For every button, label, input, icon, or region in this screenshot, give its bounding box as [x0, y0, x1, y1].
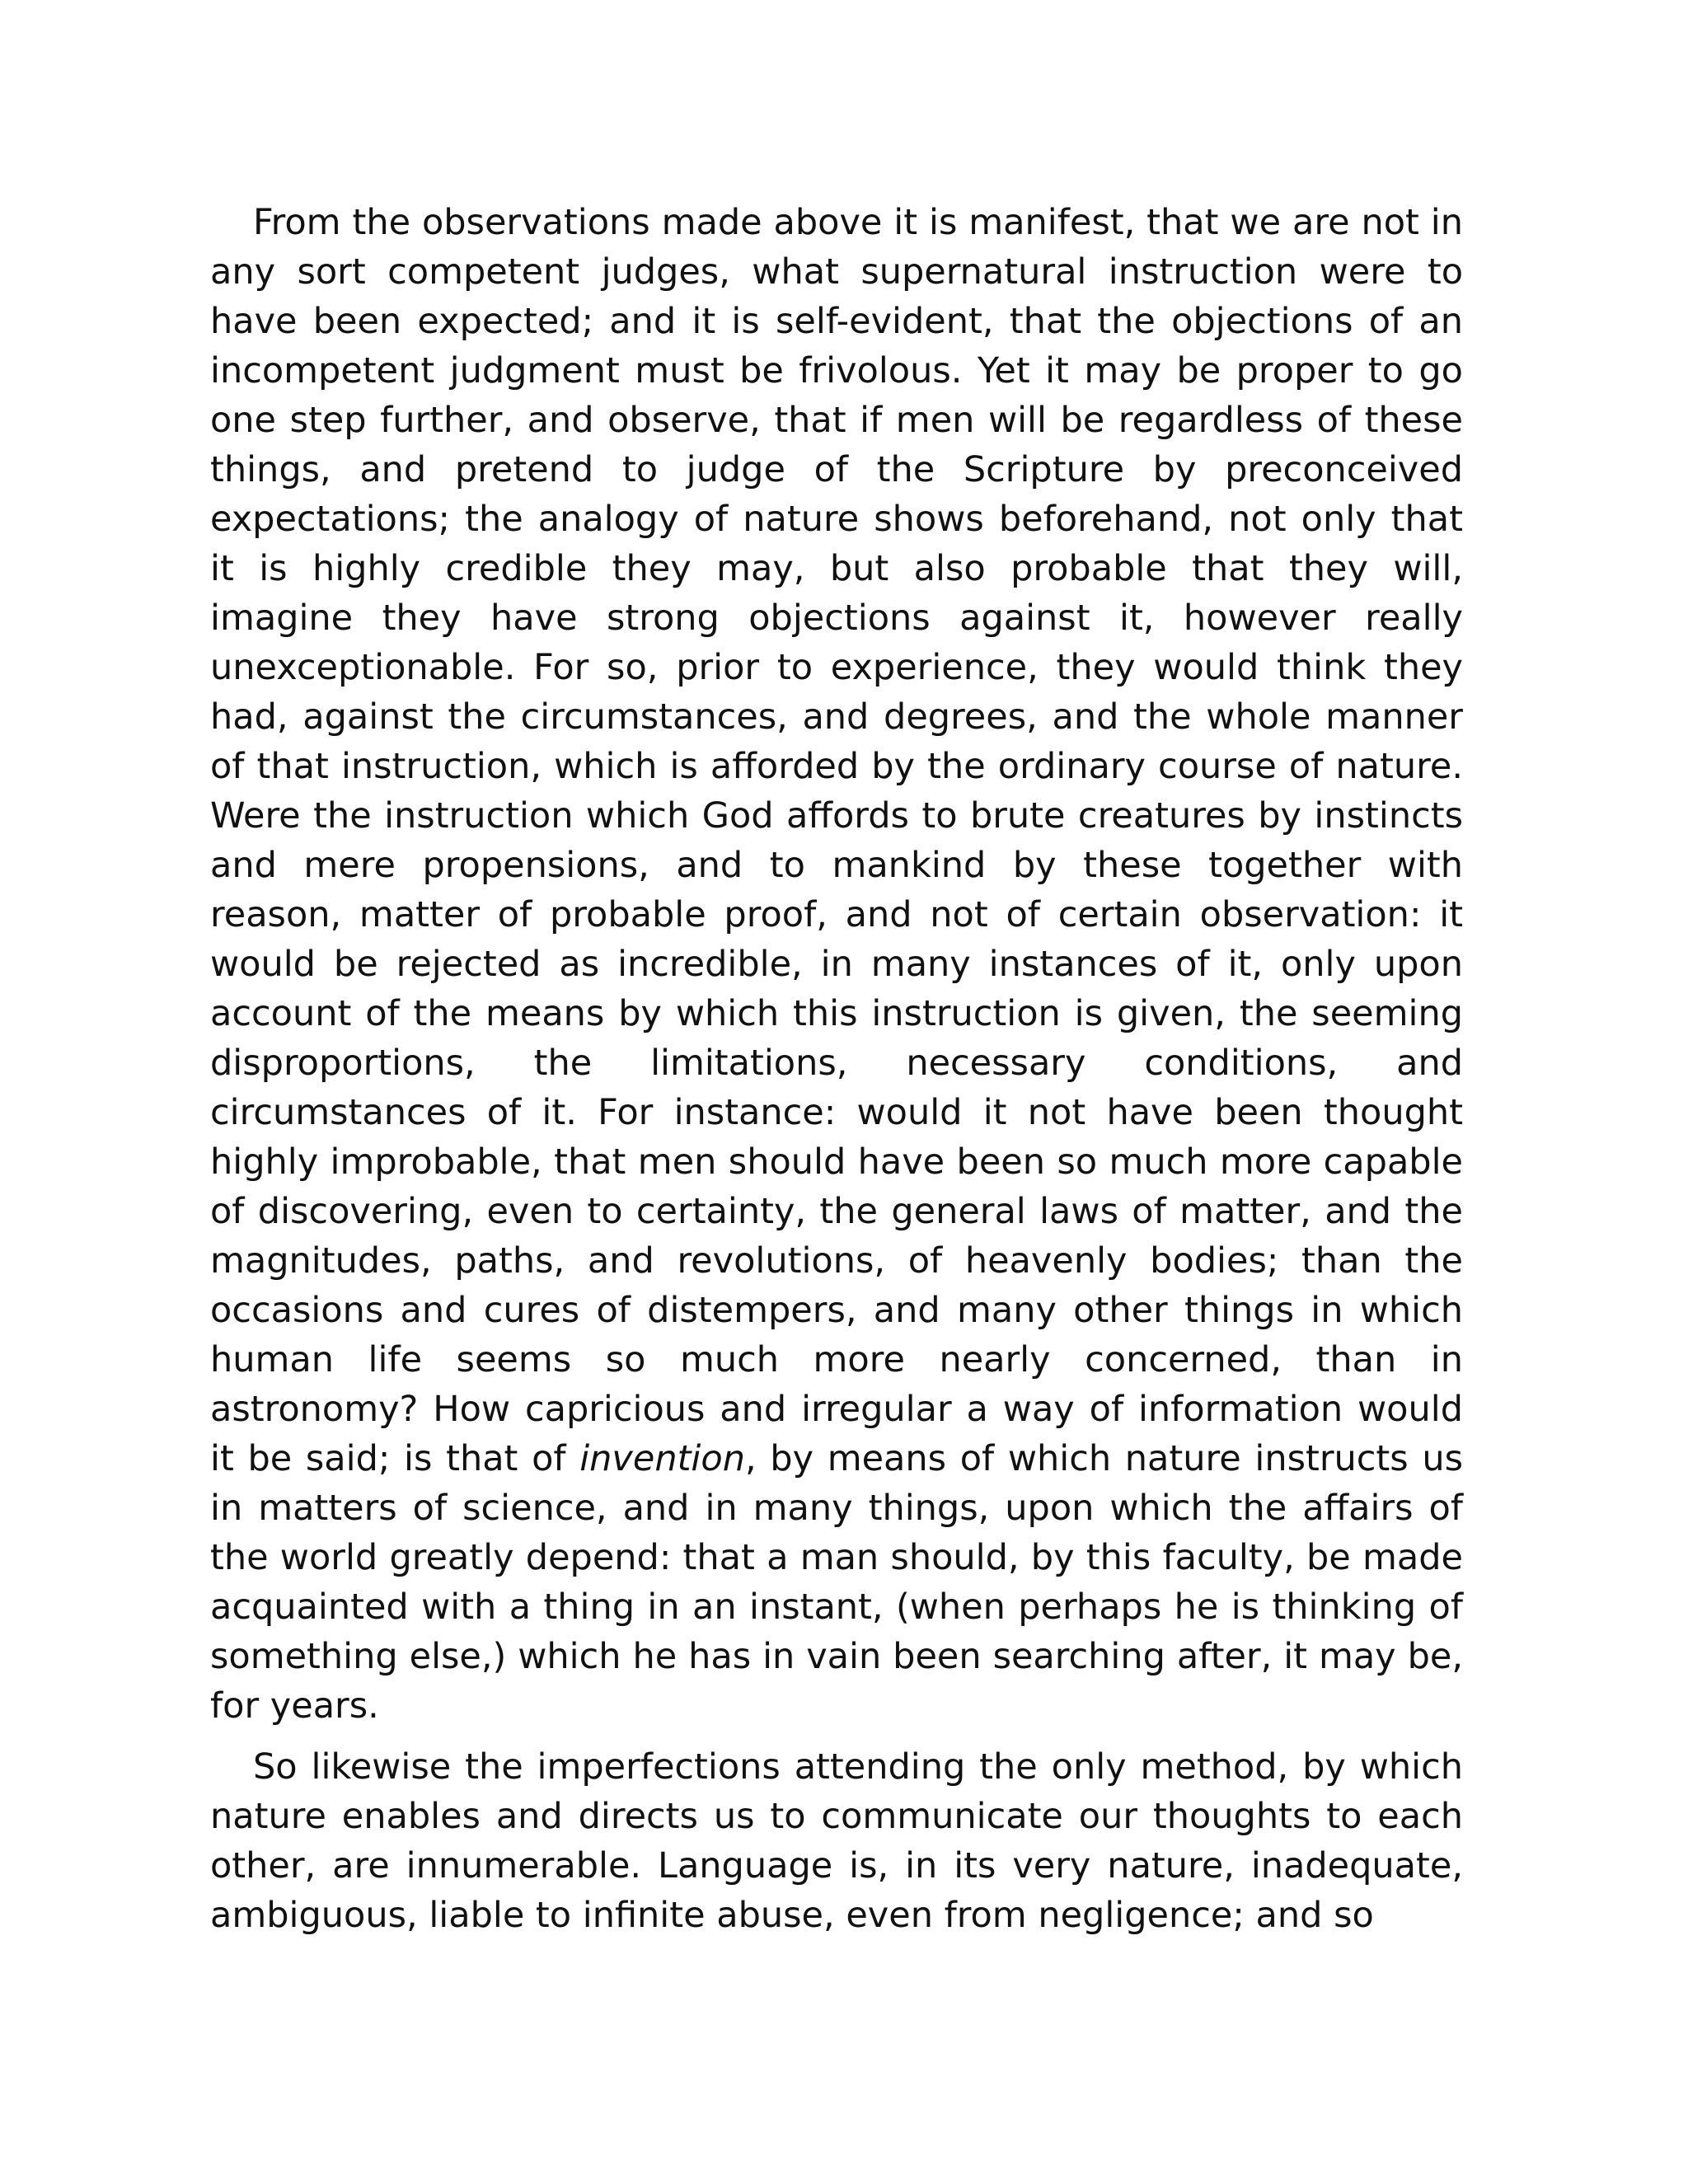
- paragraph-1-text-b: , by means of which nature instructs us in matters of science, and in many things, upon which the affairs of the world greatly depend: that a man should, by this faculty, be made acquainted with a thing in an instant, (when perhaps he is thinking of something else,) which he has in vain been searching after, it may be, for years.: [210, 1438, 1464, 1727]
- italic-term-invention: invention: [579, 1438, 745, 1479]
- paragraph-1: [210, 198, 1463, 1731]
- paragraph-1-text-a: From the observations made above it is manifest, that we are not in any sort competent judges, what supernatural instruction were to have been expected; and it is self-evident, that the objections of an incompetent judgment must be frivolous. Yet it may be proper to go one step further, and observe, that if men will be regardless of these things, and pretend to judge of the Scripture by preconceived expectations; the analogy of nature shows beforehand, not only that it is highly credible they may, but also probable that they will, imagine they have strong objections against it, however really unexceptionable. For so, prior to experience, they would think they had, against the circumstances, and degrees, and the whole manner of that instruction, which is afforded by the ordinary course of nature. Were the instruction which God affords to brute creatures by instincts and mere propensions, and to mankind by these together with reason, matter of probable proof, and not of certain observation: it would be rejected as incredible, in many instances of it, only upon account of the means by which this instruction is given, the seeming disproportions, the limitations, necessary conditions, and circumstances of it. For instance: would it not have been thought highly improbable, that men should have been so much more capable of discovering, even to certainty, the general laws of matter, and the magnitudes, paths, and revolutions, of heavenly bodies; than the occasions and cures of distempers, and many other things in which human life seems so much more nearly concerned, than in astronomy? How capricious and irregular a way of information would it be said; is that of: [210, 202, 1463, 1479]
- body-text: [210, 198, 1463, 1940]
- paragraph-2: So likewise the imperfections attending the only method, by which nature enables and directs us to communicate our thoughts to each other, are innumerable. Language is, in its very nature, inadequate, ambiguous, liable to infinite abuse, even from negligence; and so: [210, 1746, 1463, 1936]
